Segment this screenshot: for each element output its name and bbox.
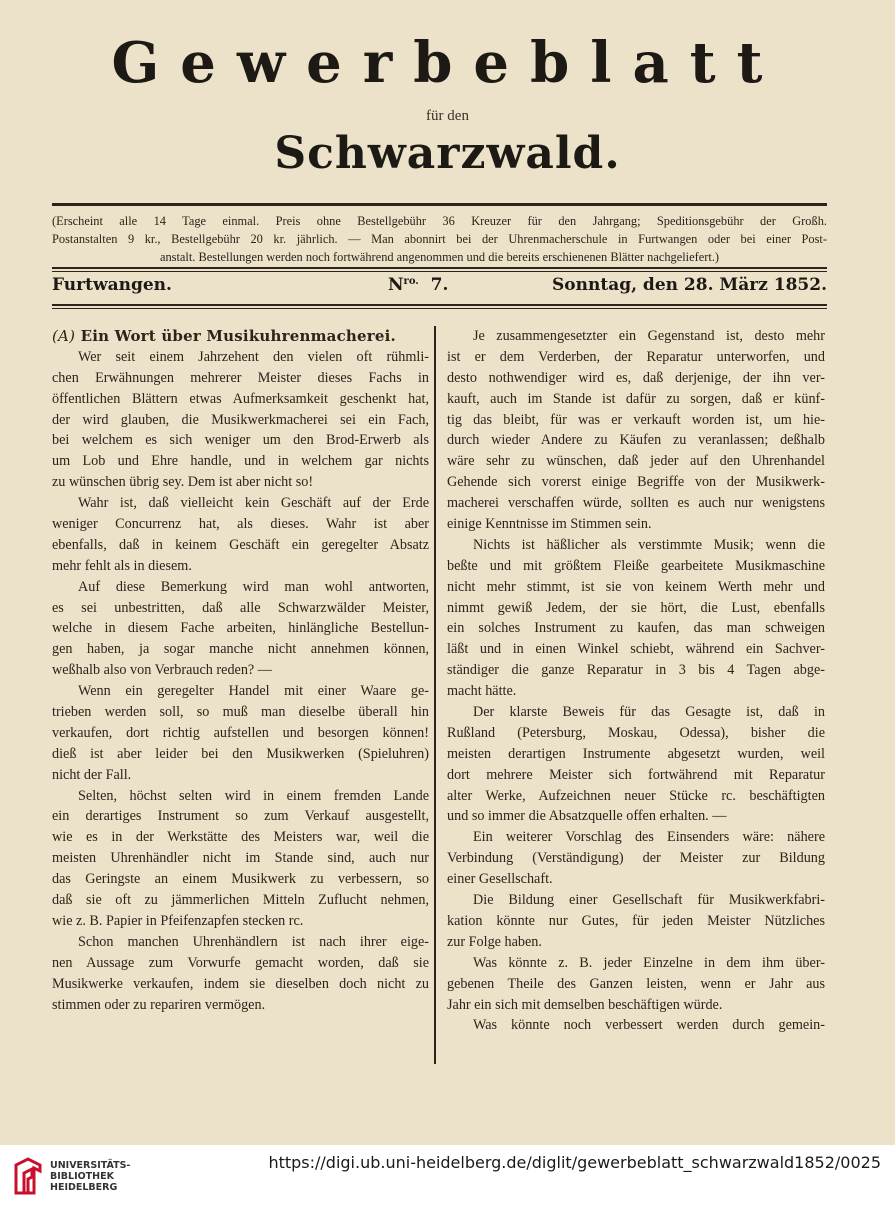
text-line: kauft, auch im Stande ist dafür zu sorgen, daß er künf- [447,390,825,407]
dateline-rule-thin [52,308,827,309]
masthead-fur-den: für den [426,108,469,124]
text-line: Was könnte noch verbessert werden durch gemein- [473,1017,825,1034]
notice-line: anstalt. Bestellungen werden noch fortwährend angenommen und die bereits erschienenen Blätter nachgeliefert.) [159,250,720,264]
dateline-date: Sonntag, den 28. März 1852. [552,275,827,295]
text-line: ebenfalls, daß in keinem Geschäft ein geregelter Absatz [52,536,429,553]
notice-rule-top-thin [52,271,827,272]
text-line: desto nothwendiger wird es, daß derjenige, der ihn ver- [447,369,825,386]
text-line: Wenn ein geregelter Handel mit einer Waare ge- [78,683,429,700]
text-line: macherei verschaffen würde, sollten es auch nur wenigstens [447,495,825,512]
text-line: ist er dem Verderben, der Reparatur unterworfen, und [447,348,825,365]
text-line: Je zusammengesetzter ein Gegenstand ist, desto mehr [473,328,825,344]
text-line: wie es in der Werkstätte des Meisters war, weil die [52,829,429,846]
text-line: mehr fehlt als in diesem. [52,557,192,574]
dateline-place: Furtwangen. [52,275,172,295]
text-line: stimmen oder zu repariren vermögen. [52,996,266,1013]
text-line: bei welchem es sich weniger um den Brod-Erwerb als [52,432,429,449]
issue-number: $N^{ro.}$ 7. [388,275,449,295]
text-line: Wer seit einem Jahrzehent den vielen oft rühmli- [78,348,429,365]
dateline-rule [52,304,827,306]
library-footer [0,1145,895,1208]
text-line: dieß ist aber leider bei den Musikwerken (Spieluhren) [52,745,429,762]
text-line: Jahr ein sich mit demselben beschäftigen würde. [447,996,723,1013]
masthead-title: Gewerbeblatt [111,30,784,96]
text-line: verkaufen, dort richtig aufstellen und besorgen können! [52,724,429,741]
text-line: zu wünschen übrig sey. Dem ist aber nicht so! [52,474,314,491]
text-line: Die Bildung einer Gesellschaft für Musikwerkfabri- [473,892,825,909]
text-line: meisten Uhrenhändler nicht im Stande sind, auch nur [52,850,429,867]
text-line: wie z. B. Papier in Pfeifenzapfen stecken rc. [52,912,304,929]
text-line: weßhalb also von Verbrauch reden? — [52,662,272,679]
text-line: ständiger die ganze Reparatur in 3 bis 4 Tagen abge- [447,662,825,679]
text-line: durch wieder Andere zu Käufen zu veranlassen; deßhalb [447,432,825,449]
text-line: Ein weiterer Vorschlag des Einsenders wäre: nähere [473,829,825,846]
notice-line: (Erscheint alle 14 Tage einmal. Preis ohne Bestellgebühr 36 Kreuzer für den Jahrgang; Speditionsgebühr der Großh. [52,214,827,228]
source-url[interactable]: https://digi.ub.uni-heidelberg.de/diglit/gewerbeblatt_schwarzwald1852/0025 [268,1153,881,1172]
text-line: Musikwerke verkaufen, indem sie dieselben doch nicht zu [52,975,429,992]
text-line: einige Kenntnisse im Stimmen sein. [447,516,652,533]
text-line: Selten, höchst selten wird in einem fremden Lande [78,787,429,804]
notice-rule-top [52,267,827,269]
text-line: zur Folge haben. [447,933,542,950]
dateline [52,275,827,299]
logo-line: BIBLIOTHEK [50,1171,114,1182]
text-line: und so immer die Absatzquelle offen erhalten. — [447,808,727,825]
text-line: Rußland (Petersburg, Moskau, Odessa), bisher die [447,724,825,741]
text-line: läßt und in einen Winkel schiebt, während ein Sachver- [447,641,825,658]
masthead-subtitle: Schwarzwald. [274,128,621,179]
subscription-notice [52,212,827,266]
text-line: gebenen Theile des Ganzen leisten, wenn er Jahr aus [447,975,825,992]
text-line: weniger Concurrenz hat, als dieses. Wahr ist aber [52,516,429,533]
text-line: meisten derartigen Instrumente abgesetzt wurden, weil [447,745,825,762]
text-line: nicht der Fall. [52,766,132,783]
library-logo-text [50,1160,130,1193]
text-line: daß sie oft zu jämmerlichen Mitteln Zuflucht nehmen, [52,892,429,909]
text-line: tig das bleibt, für was er verkauft worden ist, um hie- [447,411,825,428]
text-line: der wird glauben, die Musikwerkmacherei sei ein Fach, [52,411,429,428]
text-line: Schon manchen Uhrenhändlern ist nach ihrer eige- [78,933,429,950]
text-line: alter Werke, Aufzeichnen neuer Stücke rc. beschäftigten [447,787,825,804]
text-line: gen haben, ja sogar manche nicht annehmen können, [52,641,429,658]
text-line: Auf diese Bemerkung wird man wohl antworten, [78,578,429,595]
text-line: um Lob und Ehre handle, und in welchem gar nichts [52,453,429,470]
column-divider [434,326,436,1064]
text-line: nicht mehr stimmt, ist sie von keinem Werth mehr und [447,578,825,595]
column-left [52,326,429,1015]
library-logo-icon [10,1157,46,1197]
text-line: kation könnte nur Gutes, für jeden Meister Nützliches [447,912,825,929]
text-line: Verbindung (Verständigung) der Meister zur Bildung [447,850,825,867]
text-line: einer Gesellschaft. [447,871,553,888]
text-line: chen Erwähnungen mehrerer Meister dieses Fachs in [52,369,429,386]
text-line: Gehende sich vorerst einige Begriffe von der Musikwerk- [447,474,825,491]
text-line: das Geringste an einem Musikwerk zu verbessern, so [52,871,429,888]
column-right [447,326,825,1036]
text-line: macht hätte. [447,683,517,700]
text-line: nen Aussage zum Vorwurfe gemacht worden, daß sie [52,954,429,971]
text-line: trieben werden soll, so muß man dieselbe überall hin [52,704,429,721]
notice-line: Postanstalten 9 kr., Bestellgebühr 20 kr. jährlich. — Man abonnirt bei der Uhrenmacherschule in Furtwangen oder bei einer Post- [52,232,827,246]
text-line: öffentlichen Blättern etwas Aufmerksamkeit geschenkt hat, [52,390,429,407]
logo-line: HEIDELBERG [50,1182,118,1193]
text-line: es sei unbestritten, daß alle Schwarzwälder Meister, [52,599,429,616]
text-line: Was könnte z. B. jeder Einzelne in dem ihm über- [473,954,825,971]
text-line: ein solches Instrument zu kaufen, das man schweigen [447,620,825,637]
logo-line: UNIVERSITÄTS- [50,1160,131,1171]
text-line: nimmt gewiß Jedem, der sie hört, die Lust, ebenfalls [447,599,825,616]
text-line: ein derartiges Instrument so zum Verkauf ausgestellt, [52,808,429,825]
masthead-rule-thick [52,203,827,206]
text-line: Nichts ist häßlicher als verstimmte Musik; wenn die [473,536,825,553]
text-line: dort mehrere Meister sich fortwährend mit Reparatur [447,766,825,783]
article-title: (A) Ein Wort über Musikuhrenmacherei. [52,327,396,345]
text-line: Der klarste Beweis für das Gesagte ist, daß in [473,704,825,721]
text-line: Wahr ist, daß vielleicht kein Geschäft auf der Erde [78,495,429,512]
text-line: beßte und mit größtem Fleiße gearbeitete Musikmaschine [447,557,825,574]
text-line: welche in diesem Fache arbeiten, hinlängliche Bestellun- [52,620,429,637]
text-line: wäre sehr zu wünschen, daß jeder auf den Uhrenhandel [447,453,825,470]
